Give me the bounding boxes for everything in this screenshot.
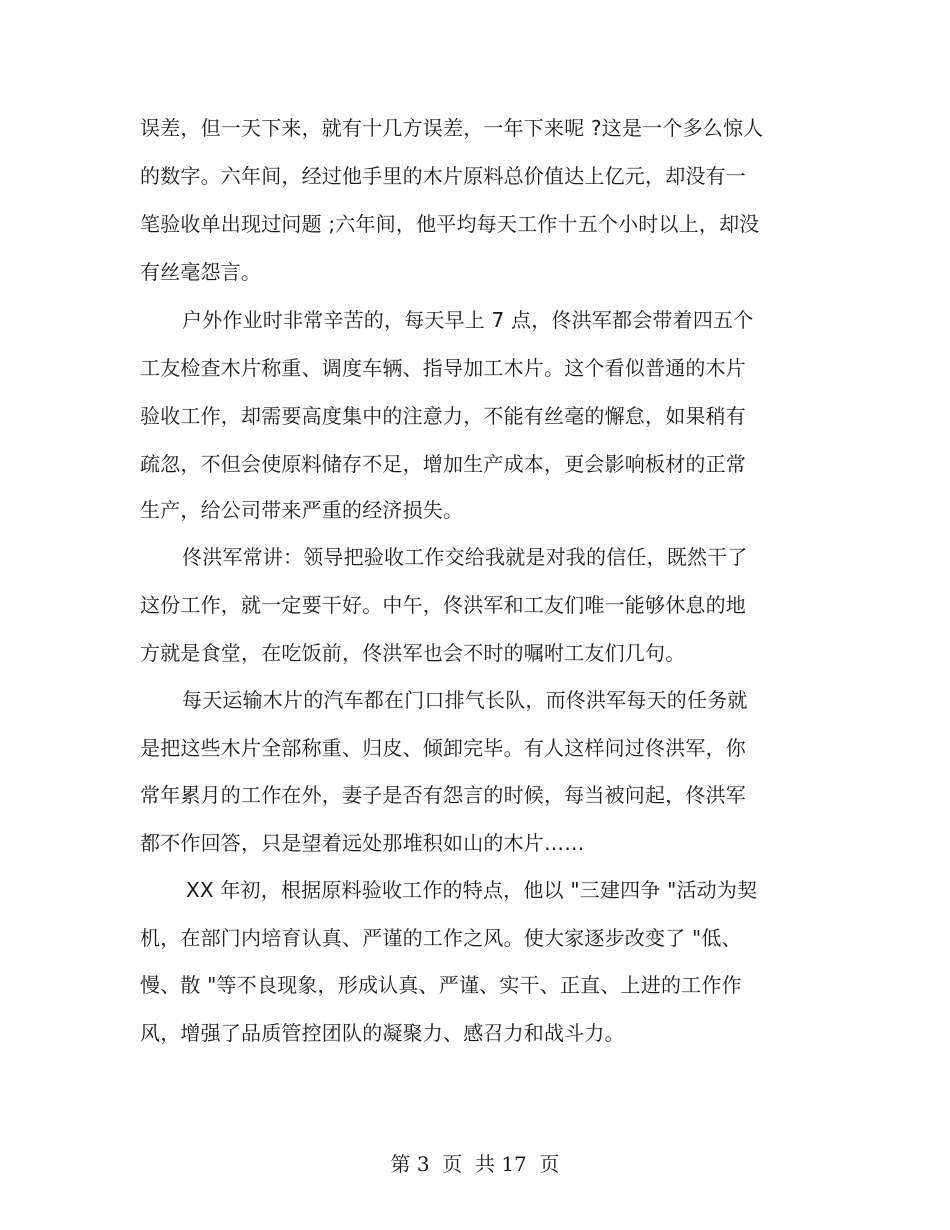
paragraph-first-line: 佟洪军常讲：领导把验收工作交给我就是对我的信任，既然干了 <box>182 545 748 569</box>
paragraph-first-line: 户外作业时非常辛苦的，每天早上 7 点，佟洪军都会带着四五个 <box>182 308 754 332</box>
page-number-footer: 第 3 页 共 17 页 <box>390 1152 560 1176</box>
text-line: 工友检查木片称重、调度车辆、指导加工木片。这个看似普通的木片 <box>140 356 746 380</box>
text-line: 风，增强了品质管控团队的凝聚力、感召力和战斗力。 <box>140 1021 625 1045</box>
text-line: 方就是食堂，在吃饭前，佟洪军也会不时的嘱咐工友们几句。 <box>140 641 686 665</box>
text-line: 都不作回答，只是望着远处那堆积如山的木片…… <box>140 831 585 855</box>
text-line: 这份工作，就一定要干好。中午，佟洪军和工友们唯一能够休息的地 <box>140 593 746 617</box>
text-line: 的数字。六年间，经过他手里的木片原料总价值达上亿元，却没有一 <box>140 164 746 188</box>
text-line: 有丝毫怨言。 <box>140 260 262 284</box>
text-line: 生产，给公司带来严重的经济损失。 <box>140 498 464 522</box>
text-line: 慢、散 "等不良现象，形成认真、严谨、实干、正直、上进的工作作 <box>140 973 742 997</box>
text-line: 机，在部门内培育认真、严谨的工作之风。使大家逐步改变了 "低、 <box>140 926 742 950</box>
paragraph-first-line: 每天运输木片的汽车都在门口排气长队，而佟洪军每天的任务就 <box>182 688 748 712</box>
paragraph-first-line: XX 年初，根据原料验收工作的特点，他以 "三建四争 "活动为契 <box>186 878 758 902</box>
text-line: 验收工作，却需要高度集中的注意力，不能有丝毫的懈怠，如果稍有 <box>140 404 746 428</box>
text-line: 疏忽，不但会使原料储存不足，增加生产成本，更会影响板材的正常 <box>140 452 746 476</box>
text-line: 笔验收单出现过问题 ;六年间，他平均每天工作十五个小时以上，却没 <box>140 212 760 236</box>
text-line: 是把这些木片全部称重、归皮、倾卸完毕。有人这样问过佟洪军，你 <box>140 736 746 760</box>
text-line: 误差，但一天下来，就有十几方误差，一年下来呢 ?这是一个多么惊人 <box>140 116 764 140</box>
text-line: 常年累月的工作在外，妻子是否有怨言的时候，每当被问起，佟洪军 <box>140 783 746 807</box>
